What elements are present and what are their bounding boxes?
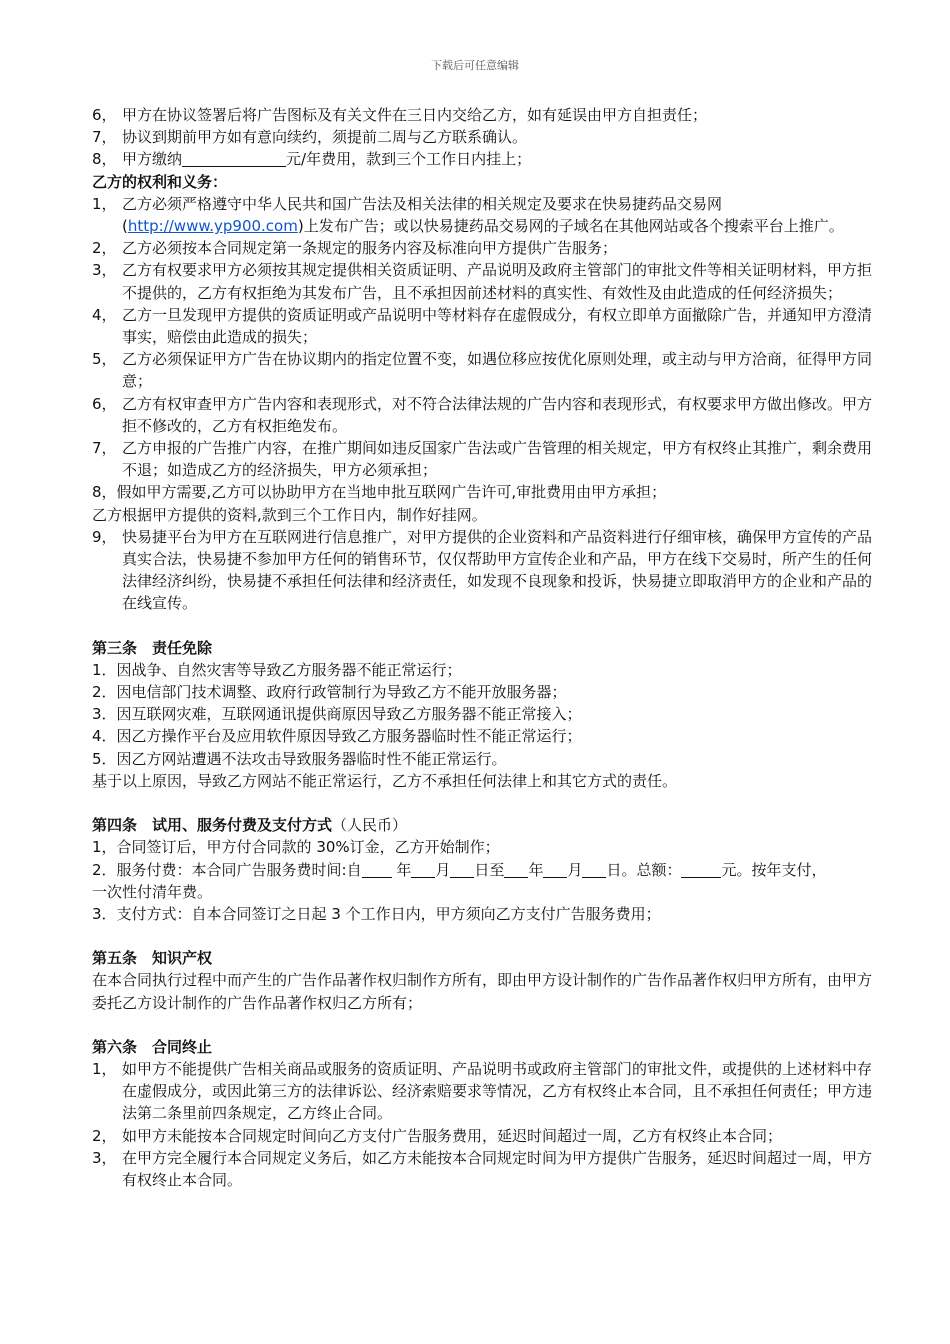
list-item: 1．因战争、自然灾害等导致乙方服务器不能正常运行； [92,660,462,679]
item-text: 如甲方未能按本合同规定时间向乙方支付广告服务费用，延迟时间超过一周，乙方有权终止本合同； [122,1126,783,1145]
section-heading: 乙方的权利和义务： [92,172,228,191]
fee-blank [182,150,286,167]
list-item: 3．因互联网灾难，互联网通讯提供商原因导致乙方服务器不能正常接入； [92,705,582,724]
article-5-body: 在本合同执行过程中而产生的广告作品著作权归制作方所有，即由甲方设计制作的广告作品著作权归甲方所有，由甲方委托乙方设计制作的广告作品著作权归乙方所有； [92,971,873,1012]
amount-blank [681,861,721,878]
list-item [92,237,882,259]
list-item [92,526,882,615]
list-item [92,1058,882,1125]
day-blank [582,861,606,878]
item-text-post: )上发布广告；或以快易捷药品交易网的子域名在其他网站或各个搜索平台上推广。 [297,217,844,236]
list-item [92,104,882,126]
item-text: 快易捷平台为甲方在互联网进行信息推广，对甲方提供的企业资料和产品资料进行仔细审核，确保甲方宣传的产品真实合法，快易捷不参加甲方任何的销售环节，仅仅帮助甲方宣传企业和产品，甲方在线下交易时，所产生的任何法律经济纠纷，快易捷不承担任何法律和经济责任，如发现不良现象和投诉，快易捷立即取消甲方的企业和产品的在线宣传。 [122,527,873,613]
item-number: 7， [92,128,117,147]
item-text: 在甲方完全履行本合同规定义务后，如乙方未能按本合同规定时间为甲方提供广告服务，延迟时间超过一周，甲方有权终止本合同。 [122,1148,873,1189]
item-text: 乙方必须保证甲方广告在协议期内的指定位置不变，如遇位移应按优化原则处理，或主动与甲方洽商，征得甲方同意； [122,350,873,391]
item-text: 乙方必须按本合同规定第一条规定的服务内容及标准向甲方提供广告服务； [122,239,618,258]
article-3-heading: 第三条 责任免除 [92,638,213,657]
item-number: 1， [92,194,117,213]
list-item: 4．因乙方操作平台及应用软件原因导致乙方服务器临时性不能正常运行； [92,727,582,746]
month-blank [411,861,435,878]
item-text: 乙方有权要求甲方必须按其规定提供相关资质证明、产品说明及政府主管部门的审批文件等相关证明材料，甲方拒不提供的，乙方有权拒绝为其发布广告，且不承担因前述材料的真实性、有效性及由此造成的任何经济损失； [122,261,873,302]
item-number: 2， [92,1126,117,1145]
list-item [92,304,882,348]
day-blank [450,861,474,878]
month-blank [543,861,567,878]
article-6-heading: 第六条 合同终止 [92,1037,213,1056]
list-item [92,1125,882,1147]
article-3-summary: 基于以上原因，导致乙方网站不能正常运行，乙方不承担任何法律上和其它方式的责任。 [92,771,678,790]
article-4-title: 第四条 试用、服务付费及支付方式 [92,816,333,835]
page-header: 下载后可任意编辑 [431,59,519,72]
item-text: 乙方一旦发现甲方提供的资质证明或产品说明中等材料存在虚假成分，有权立即单方面撤除广告，并通知甲方澄清事实，赔偿由此造成的损失； [122,305,873,347]
item-number: 8， [92,150,117,169]
item-number: 6， [92,394,117,413]
year-blank [504,861,528,878]
list-item [92,193,882,237]
article-4-currency: （人民币） [332,816,408,835]
list-item [92,393,882,437]
list-item-plain: 8，假如甲方需要,乙方可以协助甲方在当地申批互联网广告许可,审批费用由甲方承担； [92,483,667,502]
item-number: 5， [92,350,117,369]
fee-text-post: 元/年费用，款到三个工作日内挂上； [286,150,532,169]
item-number: 4， [92,305,117,324]
item-number: 3， [92,261,117,280]
list-item-payment: 2．服务付费：本合同广告服务费时间:自 年 月 日至 年 月 日。总额： 元。按年支付， 一次性付清年费。 [92,860,827,901]
list-item: 3．支付方式：自本合同签订之日起 3 个工作日内，甲方须向乙方支付广告服务费用； [92,904,661,923]
item-text-pre: 乙方必须严格遵守中华人民共和国广告法及相关法律的相关规定及要求在快易捷药品交易网( [122,194,723,236]
article-5-heading: 第五条 知识产权 [92,949,213,968]
list-item [92,437,882,481]
list-item: 2．因电信部门技术调整、政府行政管制行为导致乙方不能开放服务器； [92,683,567,702]
item-number: 1， [92,1059,117,1078]
list-item [92,348,882,392]
note-text: 乙方根据甲方提供的资料,款到三个工作日内，制作好挂网。 [92,505,487,524]
item-text: 乙方申报的广告推广内容，在推广期间如违反国家广告法或广告管理的相关规定，甲方有权终止其推广，剩余费用不退；如造成乙方的经济损失，甲方必须承担； [122,439,873,480]
year-blank [362,861,392,878]
item-text: 乙方有权审查甲方广告内容和表现形式，对不符合法律法规的广告内容和表现形式，有权要求甲方做出修改。甲方拒不修改的，乙方有权拒绝发布。 [122,394,873,435]
contract-body [92,104,882,1191]
website-link[interactable]: http://www.yp900.com [127,217,298,236]
list-item-fee [92,148,882,170]
list-item [92,1147,882,1191]
list-item [92,126,882,148]
item-text: 如甲方不能提供广告相关商品或服务的资质证明、产品说明书或政府主管部门的审批文件，或提供的上述材料中存在虚假成分，或因此第三方的法律诉讼、经济索赔要求等情况，乙方有权终止本合同，且不承担任何责任；甲方违法第二条里前四条规定，乙方终止合同。 [122,1059,873,1123]
fee-text-pre: 甲方缴纳 [122,150,183,169]
item-number: 3， [92,1148,117,1167]
item-text: 甲方在协议签署后将广告图标及有关文件在三日内交给乙方，如有延误由甲方自担责任； [122,106,708,124]
item-number: 7， [92,439,117,458]
item-number: 2， [92,239,117,258]
list-item [92,259,882,303]
list-item: 1，合同签订后，甲方付合同款的 30%订金，乙方开始制作； [92,838,500,857]
item-text: 协议到期前甲方如有意向续约，须提前二周与乙方联系确认。 [122,128,528,147]
article-4-heading [92,814,882,836]
item-number: 6， [92,106,117,124]
list-item: 5．因乙方网站遭遇不法攻击导致服务器临时性不能正常运行。 [92,749,507,768]
item-number: 9， [92,527,117,546]
